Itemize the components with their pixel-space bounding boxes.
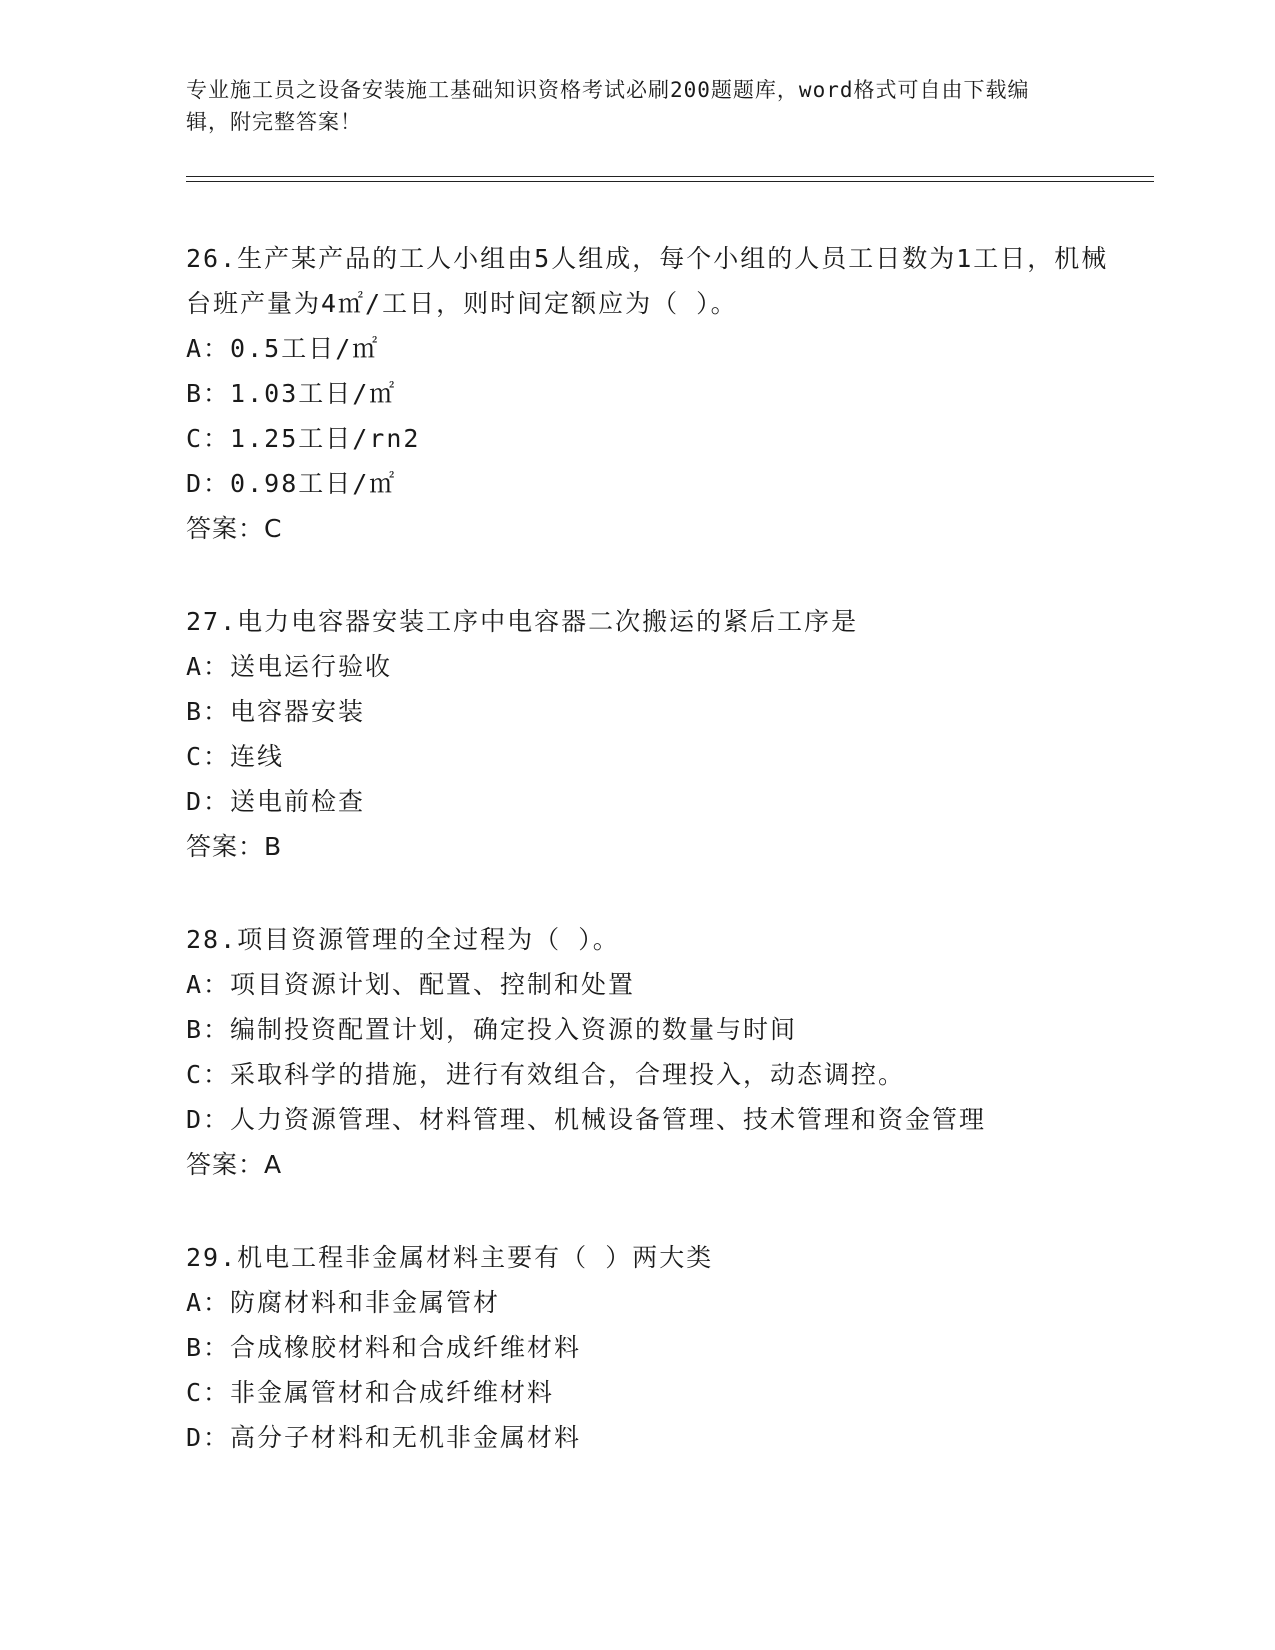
option-b: B：合成橡胶材料和合成纤维材料 xyxy=(186,1333,582,1362)
question-stem: 26.生产某产品的工人小组由5人组成，每个小组的人员工日数为1工日，机械台班产量为4㎡/工日，则时间定额应为（ ）。 xyxy=(186,244,1109,318)
option-a: A：送电运行验收 xyxy=(186,652,393,681)
question-27 xyxy=(186,599,1116,869)
option-a: A：防腐材料和非金属管材 xyxy=(186,1288,501,1317)
option-b: B：编制投资配置计划，确定投入资源的数量与时间 xyxy=(186,1015,798,1044)
option-d: D：0.98工日/㎡ xyxy=(186,469,397,498)
option-c: C：采取科学的措施，进行有效组合，合理投入，动态调控。 xyxy=(186,1060,906,1089)
answer: 答案：B xyxy=(186,832,283,861)
document-header: 专业施工员之设备安装施工基础知识资格考试必刷200题题库，word格式可自由下载编辑，附完整答案！ xyxy=(186,78,1030,134)
option-b: B：电容器安装 xyxy=(186,697,366,726)
option-d: D：人力资源管理、材料管理、机械设备管理、技术管理和资金管理 xyxy=(186,1105,987,1134)
option-d: D：送电前检查 xyxy=(186,787,366,816)
option-c: C：连线 xyxy=(186,742,285,771)
question-28 xyxy=(186,917,1116,1187)
header-divider-top xyxy=(186,176,1154,177)
answer: 答案：C xyxy=(186,514,283,543)
header-divider-bottom xyxy=(186,181,1154,182)
option-b: B：1.03工日/㎡ xyxy=(186,379,397,408)
answer: 答案：A xyxy=(186,1150,283,1179)
option-c: C：1.25工日/rn2 xyxy=(186,424,421,453)
option-c: C：非金属管材和合成纤维材料 xyxy=(186,1378,555,1407)
question-list xyxy=(186,236,1116,1508)
question-stem: 27.电力电容器安装工序中电容器二次搬运的紧后工序是 xyxy=(186,607,859,636)
question-stem: 29.机电工程非金属材料主要有（ ）两大类 xyxy=(186,1243,714,1272)
option-a: A：项目资源计划、配置、控制和处置 xyxy=(186,970,636,999)
question-26 xyxy=(186,236,1116,551)
option-a: A：0.5工日/㎡ xyxy=(186,334,380,363)
question-stem: 28.项目资源管理的全过程为（ ）。 xyxy=(186,925,620,954)
question-29 xyxy=(186,1235,1116,1460)
option-d: D：高分子材料和无机非金属材料 xyxy=(186,1423,582,1452)
